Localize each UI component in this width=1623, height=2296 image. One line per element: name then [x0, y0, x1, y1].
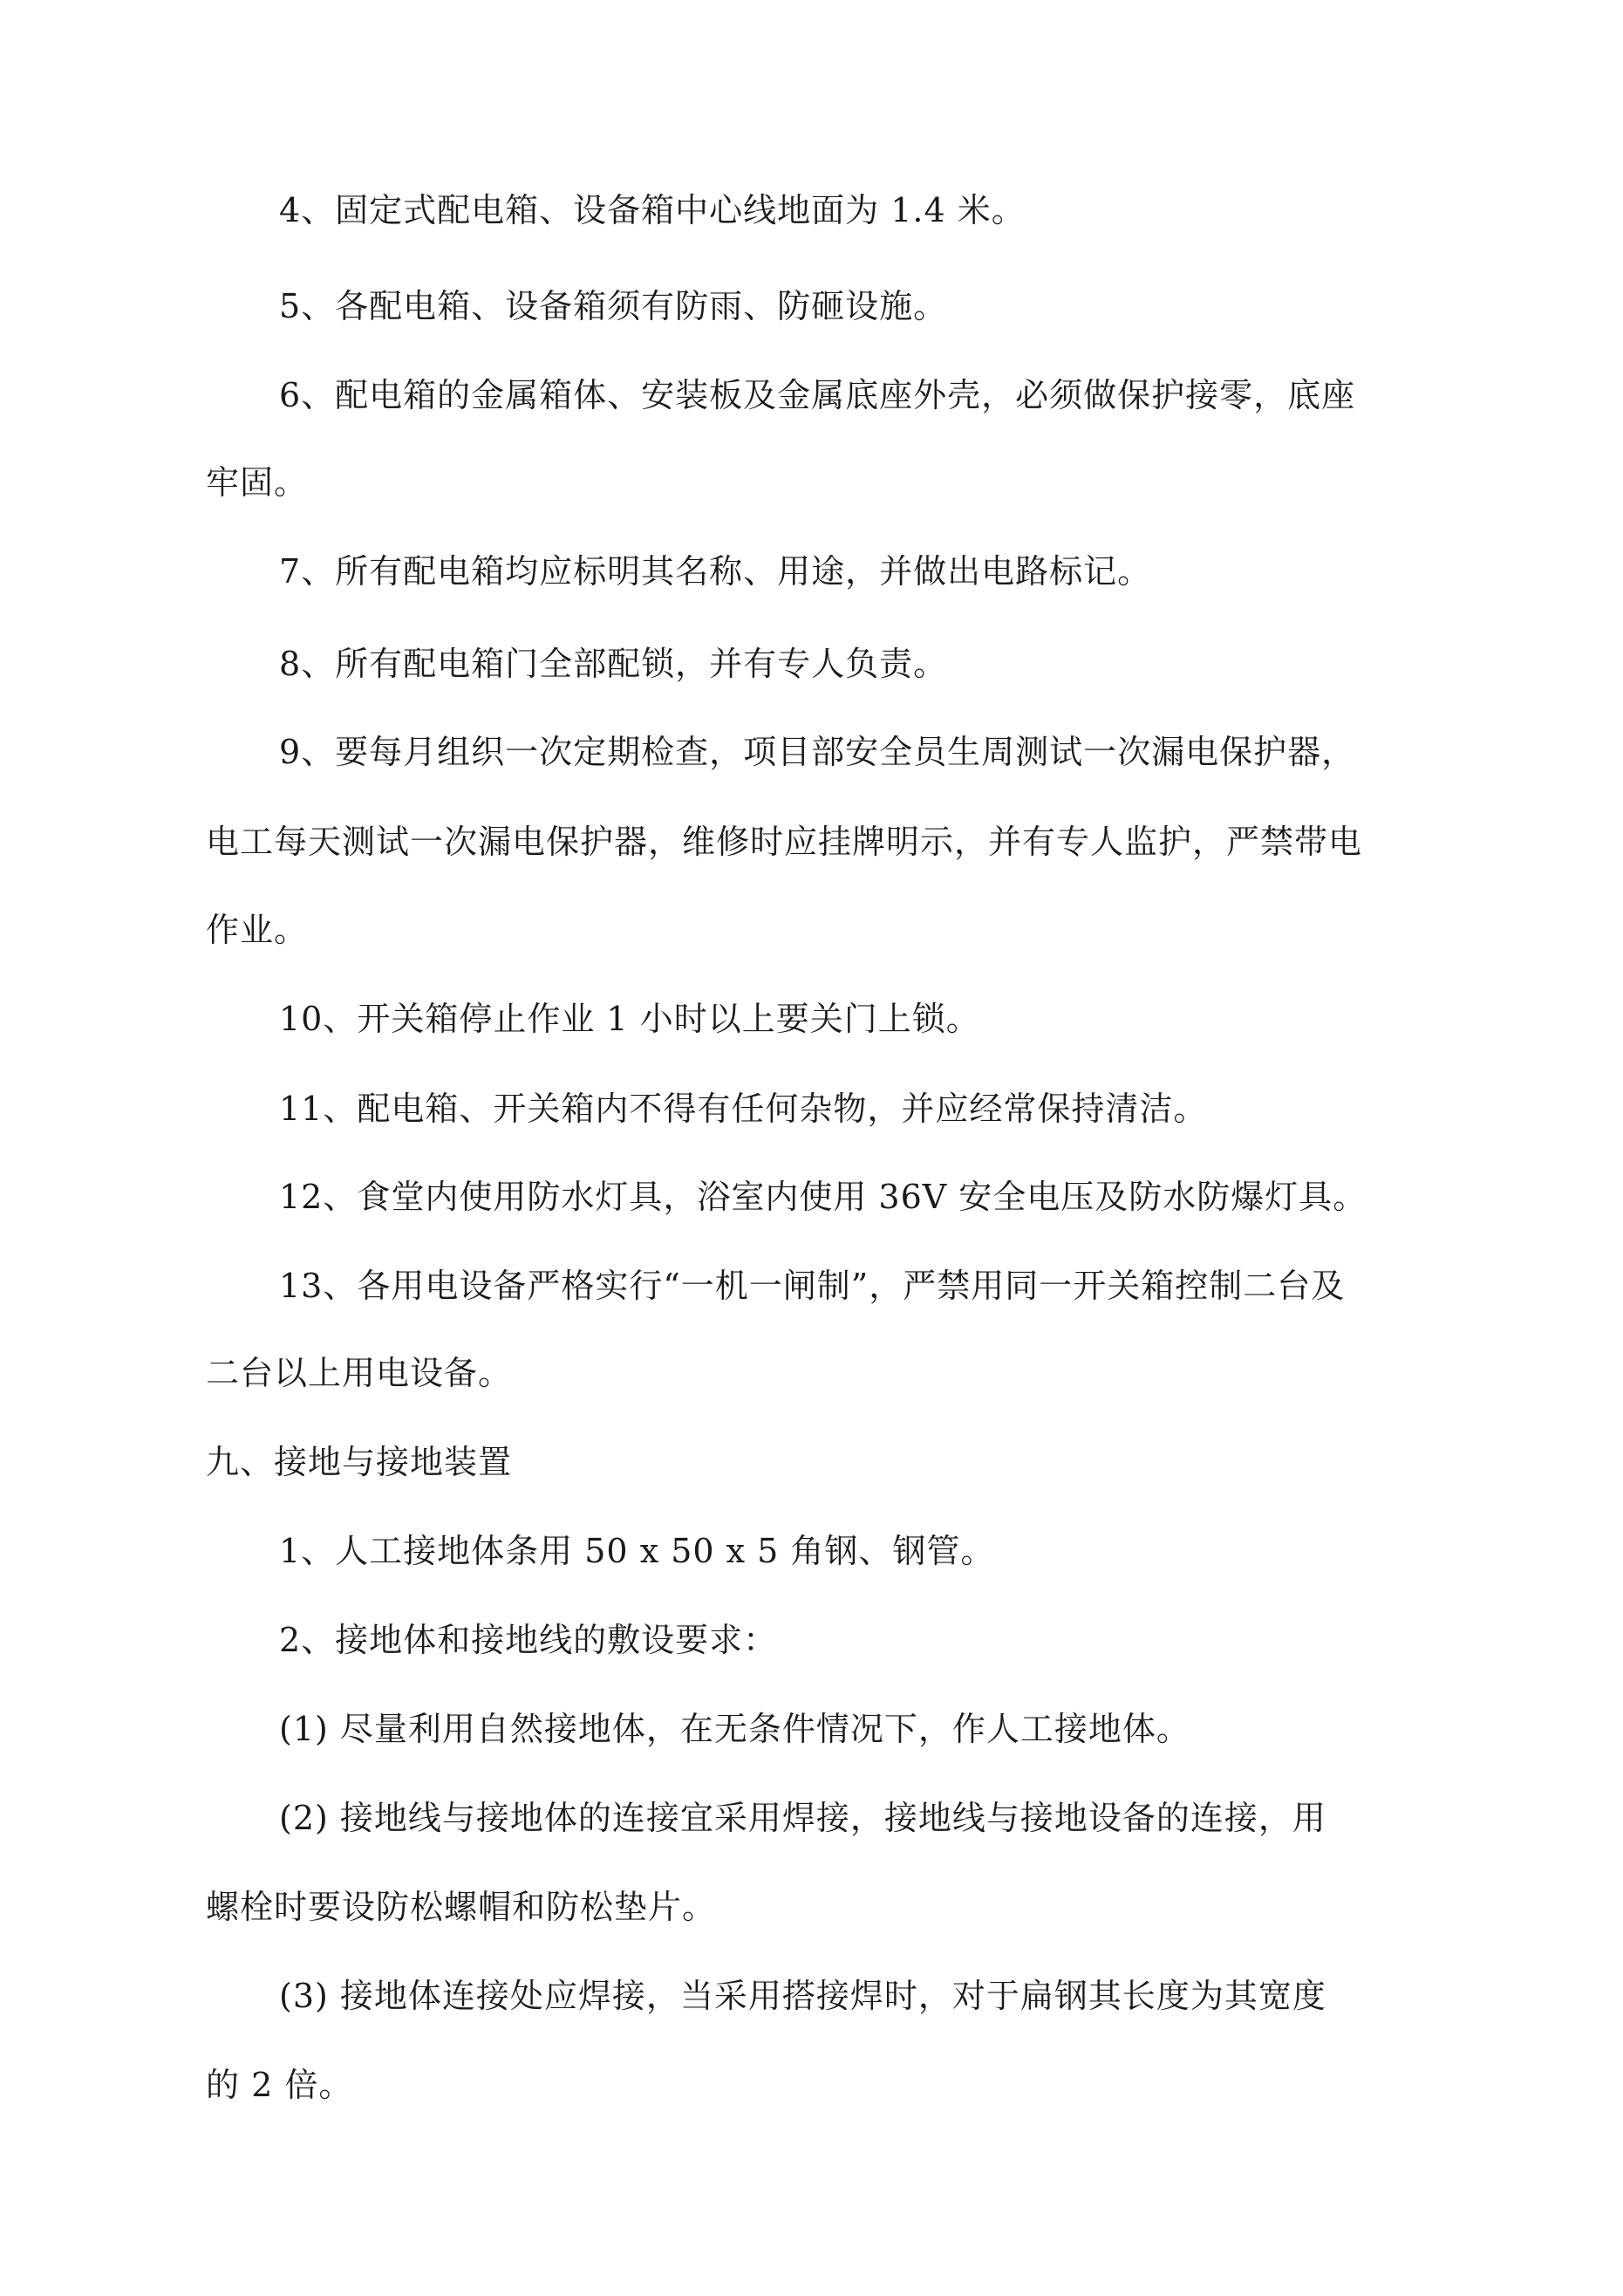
- paragraph-line: 7、所有配电箱均应标明其名称、用途，并做出电路标记。: [279, 552, 1152, 591]
- paragraph-line: 作业。: [206, 911, 309, 949]
- paragraph-line: 1、人工接地体条用 50 x 50 x 5 角钢、钢管。: [279, 1532, 995, 1570]
- paragraph-line: 8、所有配电箱门全部配锁，并有专人负责。: [279, 645, 948, 683]
- paragraph-line: (2) 接地线与接地体的连接宜采用焊接，接地线与接地设备的连接，用: [279, 1799, 1326, 1837]
- paragraph-line: 的 2 倍。: [206, 2066, 353, 2104]
- paragraph-line: 9、要每月组织一次定期检查，项目部安全员生周测试一次漏电保护器，: [279, 733, 1356, 771]
- section-heading: 九、接地与接地装置: [206, 1443, 513, 1481]
- paragraph-line: 10、开关箱停止作业 1 小时以上要关门上锁。: [279, 1000, 980, 1038]
- paragraph-line: 螺栓时要设防松螺帽和防松垫片。: [206, 1888, 717, 1926]
- paragraph-line: 牢固。: [206, 463, 309, 502]
- paragraph-line: 4、固定式配电箱、设备箱中心线地面为 1.4 米。: [279, 191, 1026, 229]
- paragraph-line: 12、食堂内使用防水灯具，浴室内使用 36V 安全电压及防水防爆灯具。: [279, 1178, 1367, 1216]
- paragraph-line: (3) 接地体连接处应焊接，当采用搭接焊时，对于扁钢其长度为其宽度: [279, 1977, 1326, 2015]
- paragraph-line: 6、配电箱的金属箱体、安装板及金属底座外壳，必须做保护接零，底座: [279, 376, 1356, 414]
- paragraph-line: 电工每天测试一次漏电保护器，维修时应挂牌明示，并有专人监护，严禁带电: [206, 823, 1363, 861]
- paragraph-line: 13、各用电设备严格实行“一机一闸制”，严禁用同一开关箱控制二台及: [279, 1267, 1346, 1305]
- paragraph-line: 二台以上用电设备。: [206, 1354, 513, 1392]
- paragraph-line: 2、接地体和接地线的敷设要求：: [279, 1621, 778, 1659]
- paragraph-line: 11、配电箱、开关箱内不得有任何杂物，并应经常保持清洁。: [279, 1090, 1208, 1128]
- paragraph-line: (1) 尽量利用自然接地体，在无条件情况下，作人工接地体。: [279, 1710, 1190, 1748]
- paragraph-line: 5、各配电箱、设备箱须有防雨、防砸设施。: [279, 287, 948, 325]
